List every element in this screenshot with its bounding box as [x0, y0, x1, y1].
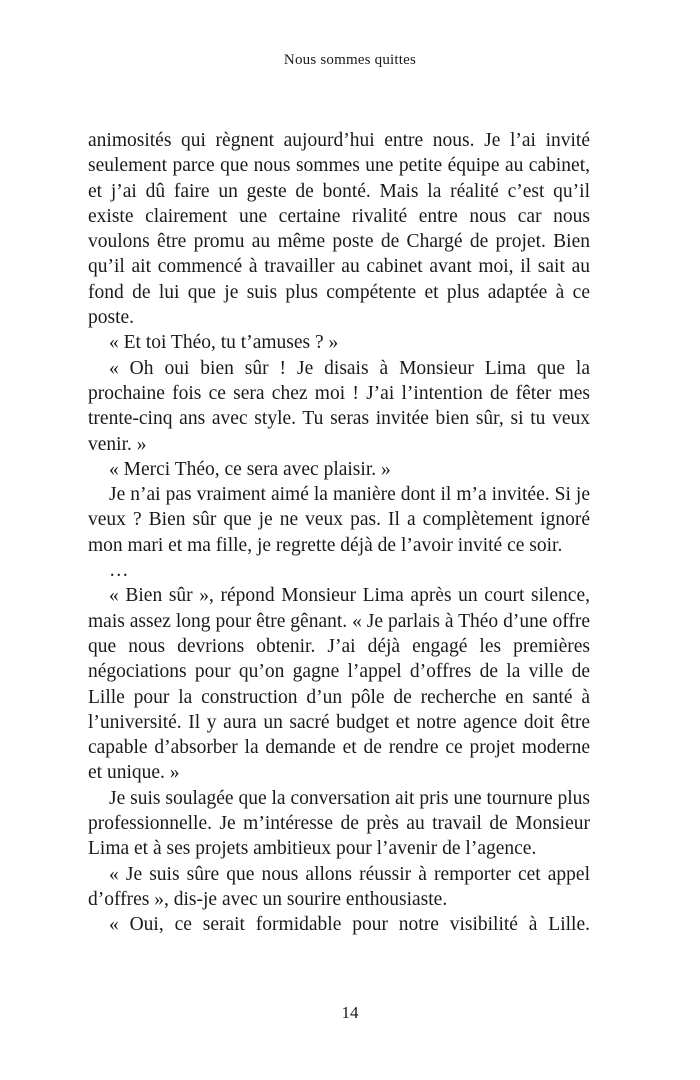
paragraph: « Oui, ce serait formidable pour notre visibilité à Lille.: [109, 914, 590, 936]
paragraph: animosités qui règnent aujourd’hui entre nous. Je l’ai invité seulement parce que nous sommes une petite équipe au cabinet, et j’ai dû faire un geste de bonté. Mais la réalité c’est qu’il existe clairement une certaine rivalité entre nous car nous voulons être promu au même poste de Chargé de projet. Bien qu’il ait commencé à travailler au cabinet avant moi, il sait au fond de lui que je suis plus compétente et plus adaptée à ce poste.: [88, 130, 590, 329]
paragraph: Je n’ai pas vraiment aimé la manière dont il m’a invitée. Si je veux ? Bien sûr que je ne veux pas. Il a complètement ignoré mon mari et ma fille, je regrette déjà de l’avoir invité ce soir.: [88, 484, 590, 556]
paragraph: « Et toi Théo, tu t’amuses ? »: [109, 332, 339, 354]
scene-break: …: [109, 560, 129, 582]
paragraph: « Merci Théo, ce sera avec plaisir. »: [109, 458, 391, 480]
paragraph: « Oh oui bien sûr ! Je disais à Monsieur Lima que la prochaine fois ce sera chez moi ! J’ai l’intention de fêter mes trente-cinq ans avec style. Tu seras invitée bien sûr, si tu veux venir. »: [88, 357, 590, 455]
running-head: Nous sommes quittes: [283, 52, 417, 68]
paragraph: Je suis soulagée que la conversation ait pris une tournure plus professionnelle. Je m’intéresse de près au travail de Monsieur Lima et à ses projets ambitieux pour l’avenir de l’agence.: [88, 787, 590, 860]
paragraph: « Je suis sûre que nous allons réussir à remporter cet appel d’offres », dis-je avec un sourire enthousiaste.: [88, 863, 590, 910]
page-number: 14: [341, 1003, 359, 1022]
paragraph: « Bien sûr », répond Monsieur Lima après un court silence, mais assez long pour être gênant. « Je parlais à Théo d’une offre que nous devrions obtenir. J’ai déjà engagé les premières négociations pour qu’on gagne l’appel d’offres de la ville de Lille pour la construction d’un pôle de recherche en santé à l’université. Il y aura un sacré budget et notre agence doit être capable d’absorber la demande et de rendre ce projet moderne et unique. »: [88, 585, 590, 784]
body-text: [88, 128, 590, 938]
